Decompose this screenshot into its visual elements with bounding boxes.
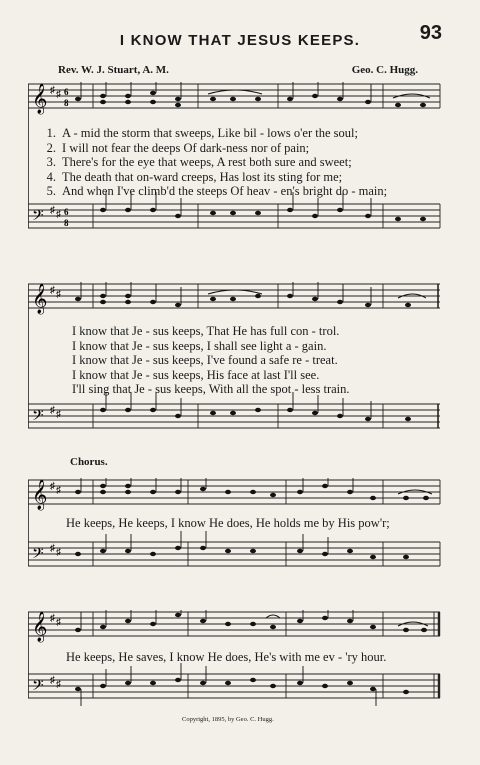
verse-line — [42, 184, 387, 199]
verse-text: And when I've climb'd the steeps Of heav - en's bright do - main; — [62, 184, 388, 198]
svg-text:♯: ♯ — [56, 679, 61, 690]
svg-text:♯: ♯ — [50, 675, 55, 686]
svg-text:6: 6 — [64, 87, 69, 97]
svg-text:8: 8 — [64, 98, 69, 108]
verse-line — [72, 353, 350, 368]
svg-text:♯: ♯ — [56, 209, 61, 220]
svg-text:♯: ♯ — [50, 543, 55, 554]
music-system-2 — [28, 282, 448, 442]
verse-text: I know that Je - sus keeps, That He has full con - trol. — [72, 324, 340, 338]
verse-text: There's for the eye that weeps, A rest both sure and sweet; — [62, 155, 352, 169]
svg-text:𝄢: 𝄢 — [32, 545, 44, 566]
svg-text:♯: ♯ — [50, 205, 55, 216]
svg-text:♯: ♯ — [50, 613, 55, 624]
staff-notation-3 — [28, 478, 448, 588]
verse-line — [72, 339, 350, 354]
svg-text:♯: ♯ — [50, 285, 55, 296]
verse-number: 5. — [46, 184, 56, 198]
svg-text:𝄞: 𝄞 — [32, 612, 48, 642]
svg-text:𝄢: 𝄢 — [32, 207, 44, 228]
verse-number: 1. — [46, 126, 56, 140]
verse-line — [72, 368, 350, 383]
verse-number: 3. — [46, 155, 56, 169]
svg-text:♯: ♯ — [56, 89, 61, 100]
verse-text: I know that Je - sus keeps, I've found a safe re - treat. — [72, 353, 338, 367]
svg-text:♯: ♯ — [56, 409, 61, 420]
svg-text:♯: ♯ — [50, 481, 55, 492]
verse-line — [42, 126, 387, 141]
svg-text:♯: ♯ — [56, 289, 61, 300]
music-system-3 — [28, 478, 448, 588]
staff-notation-4 — [28, 610, 448, 720]
hymn-title: I KNOW THAT JESUS KEEPS. — [119, 32, 361, 49]
verse-text: I will not fear the deeps Of dark-ness nor of pain; — [62, 140, 310, 155]
music-system-4 — [28, 610, 448, 720]
verse-number: 4. — [46, 169, 56, 184]
svg-text:♯: ♯ — [50, 85, 55, 96]
verse-text: The death that on-ward creeps, Has lost its sting for me; — [62, 169, 343, 184]
svg-text:𝄢: 𝄢 — [32, 677, 44, 698]
svg-text:♯: ♯ — [50, 405, 55, 416]
svg-text:𝄞: 𝄞 — [32, 284, 48, 314]
chorus-label: Chorus. — [70, 456, 108, 468]
verse-block-part2 — [72, 324, 350, 397]
verse-line — [42, 141, 387, 156]
verse-line — [42, 170, 387, 185]
svg-text:♯: ♯ — [56, 485, 61, 496]
page-number: 93 — [419, 22, 442, 44]
verse-text: I know that Je - sus keeps, His face at last I'll see. — [72, 367, 320, 382]
svg-text:♯: ♯ — [56, 547, 61, 558]
composer-credit: Geo. C. Hugg. — [351, 64, 418, 76]
verse-number: 2. — [46, 140, 56, 155]
verse-text: A - mid the storm that sweeps, Like bil - lows o'er the soul; — [62, 126, 358, 140]
verse-line — [72, 324, 350, 339]
chorus-line-1: He keeps, He keeps, I know He does, He holds me by His pow'r; — [66, 516, 390, 530]
verse-line — [42, 155, 387, 170]
verse-block-part1 — [42, 126, 387, 199]
svg-text:𝄞: 𝄞 — [32, 480, 48, 510]
svg-text:𝄢: 𝄢 — [32, 407, 44, 428]
verse-text: I'll sing that Je - sus keeps, With all the spot - less train. — [72, 382, 350, 396]
music-system-1 — [28, 82, 448, 242]
verse-line — [72, 382, 350, 397]
copyright-notice: Copyright, 1895, by Geo. C. Hugg. — [182, 716, 274, 723]
svg-text:6: 6 — [64, 207, 69, 217]
verse-text: I know that Je - sus keeps, I shall see light a - gain. — [72, 338, 327, 353]
lyricist-credit: Rev. W. J. Stuart, A. M. — [58, 64, 169, 76]
svg-text:𝄞: 𝄞 — [32, 84, 48, 114]
chorus-line-2: He keeps, He saves, I know He does, He's with me ev - 'ry hour. — [66, 650, 387, 664]
svg-text:8: 8 — [64, 218, 69, 228]
svg-text:♯: ♯ — [56, 617, 61, 628]
